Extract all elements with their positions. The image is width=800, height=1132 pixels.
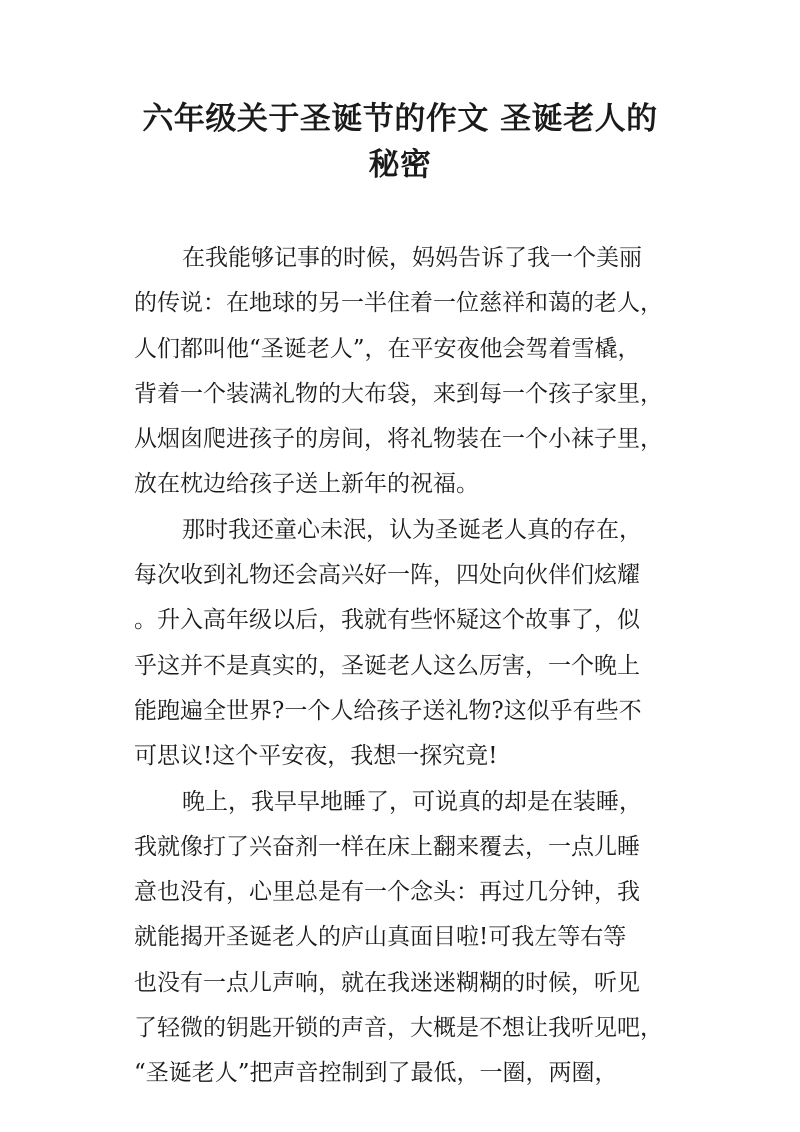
text-line: 就能揭开圣诞老人的庐山真面目啦!可我左等右等 <box>134 924 627 951</box>
paragraph-start-line: 在我能够记事的时候，妈妈告诉了我一个美丽 <box>182 245 642 271</box>
text-line: 放在枕边给孩子送上新年的祝福。 <box>134 471 479 498</box>
title-line-1: 六年级关于圣诞节的作文 圣诞老人的 <box>142 101 658 137</box>
text-line: 也没有一点儿声响，就在我迷迷糊糊的时候，听见 <box>134 969 640 996</box>
text-line: 人们都叫他“圣诞老人”，在平安夜他会驾着雪橇， <box>134 335 641 362</box>
title-line-2: 秘密 <box>368 147 432 183</box>
text-line: 可思议!这个平安夜，我想一探究竟! <box>134 743 498 770</box>
text-line: 的传说：在地球的另一半住着一位慈祥和蔼的老人， <box>134 290 663 317</box>
paragraph-start-line: 晚上，我早早地睡了，可说真的却是在装睡， <box>182 788 642 815</box>
paragraph-start-line: 那时我还童心未泯，认为圣诞老人真的存在， <box>182 516 642 543</box>
text-line: 意也没有，心里总是有一个念头：再过几分钟，我 <box>134 879 640 906</box>
text-line: 乎这并不是真实的，圣诞老人这么厉害，一个晚上 <box>134 652 640 679</box>
page-title <box>120 96 680 188</box>
text-line: 每次收到礼物还会高兴好一阵，四处向伙伴们炫耀 <box>134 562 640 589</box>
text-line: 背着一个装满礼物的大布袋，来到每一个孩子家里， <box>134 380 663 407</box>
article-body <box>134 236 674 1097</box>
text-line: 能跑遍全世界?一个人给孩子送礼物?这似乎有些不 <box>134 697 642 724</box>
text-line: 从烟囱爬进孩子的房间，将礼物装在一个小袜子里， <box>134 426 663 453</box>
text-line: 了轻微的钥匙开锁的声音，大概是不想让我听见吧， <box>134 1015 663 1042</box>
text-line: 我就像打了兴奋剂一样在床上翻来覆去，一点儿睡 <box>134 833 640 860</box>
text-line: 。升入高年级以后，我就有些怀疑这个故事了，似 <box>134 607 640 634</box>
text-line: “圣诞老人”把声音控制到了最低，一圈，两圈， <box>134 1060 618 1087</box>
